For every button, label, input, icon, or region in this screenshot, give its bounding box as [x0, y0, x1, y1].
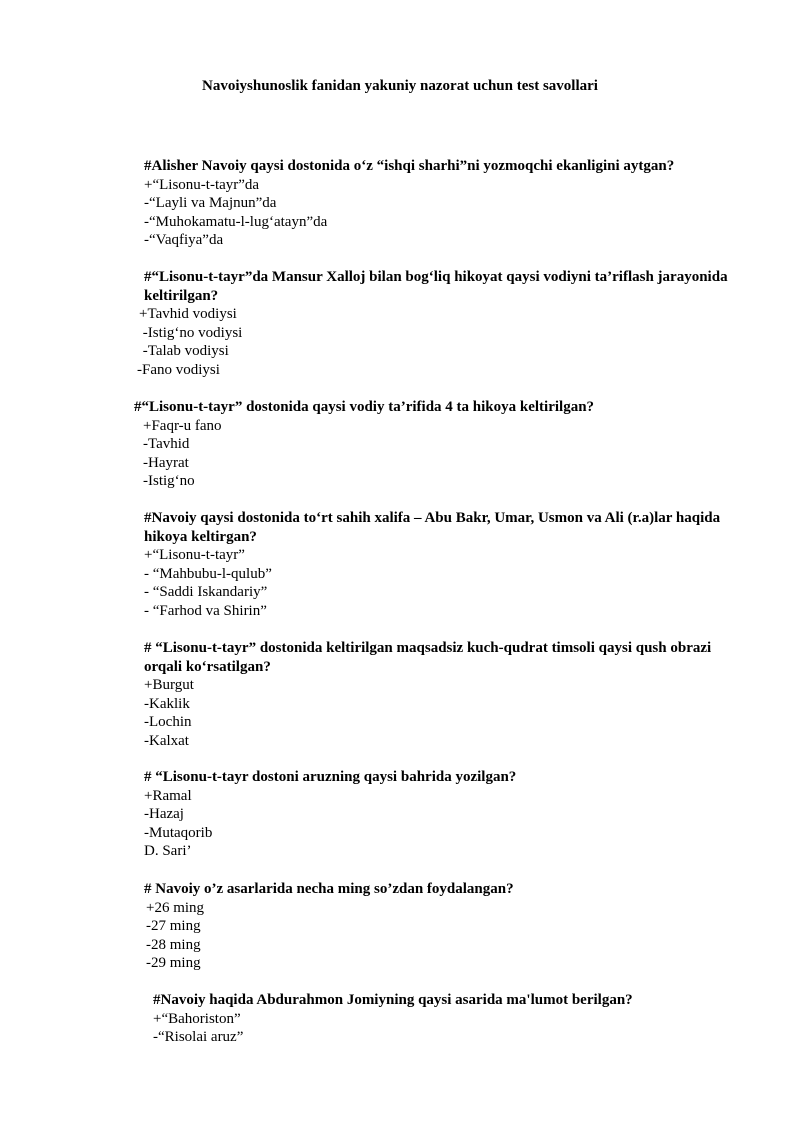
question-block: [144, 639, 744, 751]
answer-options: [146, 899, 744, 973]
answer-option: -27 ming: [146, 918, 201, 935]
answer-option: +“Bahoriston”: [153, 1010, 241, 1027]
answer-option: -Kaklik: [144, 695, 190, 712]
question-block: [134, 398, 734, 491]
answer-option: -Istig‘no vodiysi: [139, 324, 243, 341]
answer-options: [143, 417, 734, 491]
question-block: [137, 268, 744, 380]
answer-options: [144, 787, 744, 861]
question-text: #“Lisonu-t-tayr”da Mansur Xalloj bilan bog‘liq hikoyat qaysi vodiyni ta’riflash jarayonida keltirilgan?: [144, 269, 728, 304]
answer-option: +Tavhid vodiysi: [139, 306, 237, 323]
answer-option: -“Vaqfiya”da: [144, 232, 224, 249]
answer-option: +Burgut: [144, 677, 194, 694]
answer-option: -Hazaj: [144, 806, 184, 823]
answer-options: [144, 546, 744, 620]
answer-option: -“Layli va Majnun”da: [144, 195, 277, 212]
answer-options: [144, 676, 744, 750]
answer-option: -Lochin: [144, 714, 192, 731]
question-block: [153, 991, 753, 1047]
answer-option: -Mutaqorib: [144, 824, 213, 841]
answer-option: -Fano vodiysi: [137, 361, 220, 378]
answer-option: -Istig‘no: [143, 473, 195, 490]
question-text: #Navoiy qaysi dostonida to‘rt sahih xalifa – Abu Bakr, Umar, Usmon va Ali (r.a)lar haqida hikoya keltirgan?: [144, 510, 721, 545]
answer-option: +“Lisonu-t-tayr”: [144, 547, 245, 564]
answer-option: +“Lisonu-t-tayr”da: [144, 176, 260, 193]
answer-option: -Kalxat: [144, 732, 189, 749]
question-text: #“Lisonu-t-tayr” dostonida qaysi vodiy ta’rifida 4 ta hikoya keltirilgan?: [134, 399, 595, 415]
answer-option: +26 ming: [146, 899, 205, 916]
page-title: Navoiyshunoslik fanidan yakuniy nazorat uchun test savollari: [202, 78, 598, 94]
question-block: [144, 157, 744, 250]
answer-option: -28 ming: [146, 936, 201, 953]
answer-option: -29 ming: [146, 955, 201, 972]
answer-options: [144, 176, 744, 250]
question-block: [144, 509, 744, 621]
question-block: [144, 768, 744, 861]
answer-option: +Faqr-u fano: [143, 417, 222, 434]
answer-option: - “Saddi Iskandariy”: [144, 584, 268, 601]
answer-option: -“Muhokamatu-l-lug‘atayn”da: [144, 213, 328, 230]
answer-options: [139, 305, 744, 379]
answer-option: -“Risolai aruz”: [153, 1029, 244, 1046]
question-text: # “Lisonu-t-tayr dostoni aruzning qaysi bahrida yozilgan?: [144, 769, 517, 785]
question-text: #Navoiy haqida Abdurahmon Jomiyning qaysi asarida ma'lumot berilgan?: [153, 992, 633, 1008]
question-block: [144, 880, 744, 973]
answer-option: +Ramal: [144, 787, 192, 804]
question-text: #Alisher Navoiy qaysi dostonida o‘z “ishqi sharhi”ni yozmoqchi ekanligini aytgan?: [144, 158, 675, 174]
question-text: # Navoiy o’z asarlarida necha ming so’zdan foydalangan?: [144, 881, 514, 897]
answer-option: D. Sari’: [144, 843, 192, 860]
answer-option: - “Mahbubu-l-qulub”: [144, 565, 272, 582]
answer-option: -Hayrat: [143, 454, 189, 471]
answer-option: -Talab vodiysi: [139, 343, 229, 360]
answer-option: - “Farhod va Shirin”: [144, 602, 267, 619]
question-text: # “Lisonu-t-tayr” dostonida keltirilgan maqsadsiz kuch-qudrat timsoli qaysi qush obrazi orqali ko‘rsatilgan?: [144, 640, 712, 675]
answer-options: [153, 1010, 753, 1047]
answer-option: -Tavhid: [143, 436, 190, 453]
